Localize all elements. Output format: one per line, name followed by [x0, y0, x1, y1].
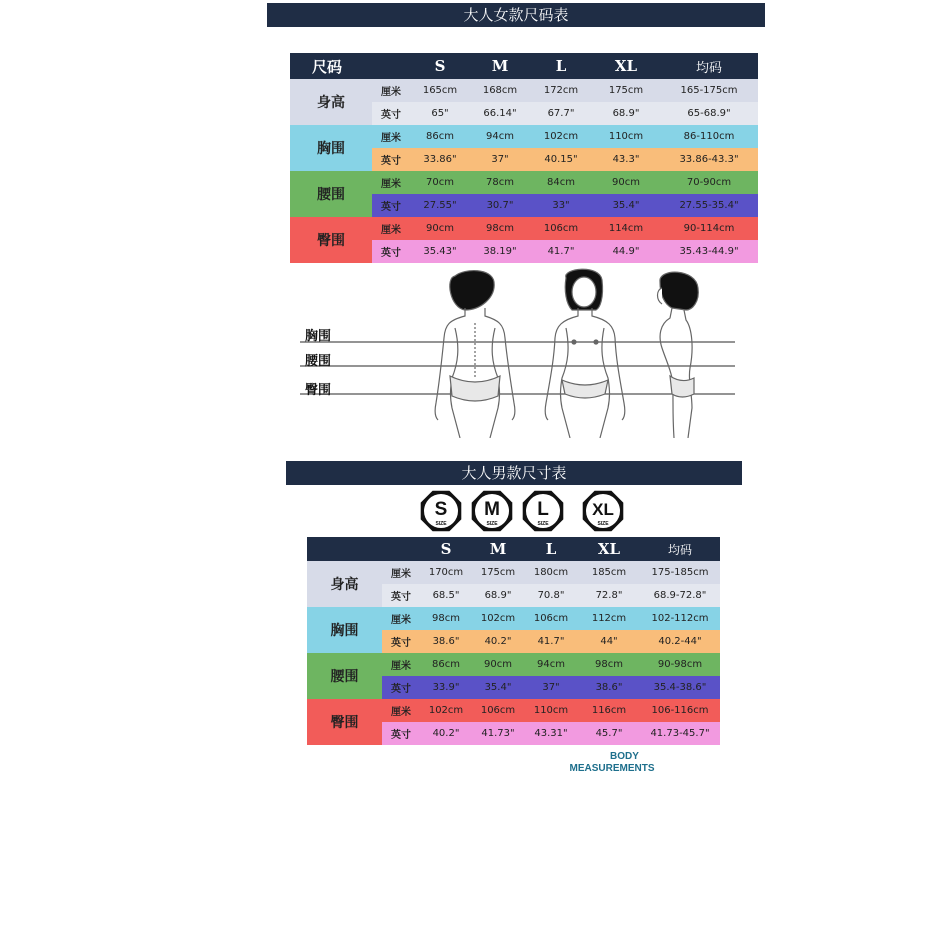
men-group-label: 身高 [307, 561, 382, 607]
badge-size-text: SIZE [435, 521, 447, 527]
women-group-label: 身高 [290, 79, 372, 125]
men-chart-title: 大人男款尺寸表 [461, 464, 567, 482]
women-unit-cell: 厘米 [381, 87, 401, 98]
men-unit-cell: 厘米 [391, 615, 411, 626]
women-value-cell: 90-114cm [683, 223, 735, 234]
women-value-cell: 165cm [422, 85, 458, 96]
figure-front-view [545, 269, 625, 438]
badge-letter: M [484, 499, 500, 520]
men-unit-cell: 英寸 [391, 730, 411, 741]
women-value-cell: 70cm [426, 177, 454, 188]
women-value-cell: 90cm [612, 177, 640, 188]
men-header-l: L [524, 537, 578, 561]
women-value-cell: 68.9" [612, 108, 640, 119]
women-value-cell: 66.14" [483, 108, 517, 119]
men-value-cell: 37" [542, 682, 560, 693]
women-value-cell: 27.55-35.4" [679, 200, 739, 211]
women-value-cell: 86cm [426, 131, 454, 142]
men-value-cell: 68.9-72.8" [653, 590, 707, 601]
women-chart-title: 大人女款尺码表 [463, 6, 569, 24]
header-s: S [410, 53, 470, 79]
header-xl: XL [592, 53, 660, 79]
men-value-cell: 68.9" [484, 590, 512, 601]
women-value-cell: 86-110cm [683, 131, 735, 142]
women-value-cell: 27.55" [423, 200, 457, 211]
women-value-cell: 67.7" [547, 108, 575, 119]
figure-side-view [658, 272, 699, 438]
women-value-cell: 40.15" [544, 154, 578, 165]
men-unit-cell: 厘米 [391, 569, 411, 580]
men-value-cell: 41.73" [481, 728, 515, 739]
women-value-cell: 90cm [426, 223, 454, 234]
women-row [290, 79, 758, 102]
figure-label-hip: 臀围 [305, 383, 332, 398]
men-value-cell: 112cm [591, 613, 627, 624]
women-value-cell: 78cm [486, 177, 514, 188]
badge-letter: XL [592, 500, 614, 519]
men-value-cell: 170cm [428, 567, 464, 578]
men-header-s: S [420, 537, 472, 561]
men-unit-cell: 英寸 [391, 638, 411, 649]
women-value-cell: 38.19" [483, 246, 517, 257]
men-unit-cell: 厘米 [391, 707, 411, 718]
figure-label-waist: 腰围 [305, 354, 332, 369]
women-group-label: 腰围 [290, 171, 372, 217]
men-group-label: 胸围 [307, 607, 382, 653]
women-value-cell: 35.43" [423, 246, 457, 257]
women-value-cell: 94cm [486, 131, 514, 142]
men-value-cell: 40.2-44" [658, 636, 702, 647]
women-value-cell: 172cm [543, 85, 579, 96]
size-badge-s [421, 491, 462, 532]
women-size-table [290, 53, 758, 263]
size-badges-svg [416, 487, 636, 535]
men-row [307, 653, 720, 676]
women-value-cell: 33.86-43.3" [679, 154, 739, 165]
men-unit-cell: 英寸 [391, 684, 411, 695]
men-value-cell: 110cm [533, 705, 569, 716]
men-value-cell: 175-185cm [651, 567, 709, 578]
women-chart-title-banner [267, 3, 765, 27]
women-value-cell: 102cm [543, 131, 579, 142]
badge-size-text: SIZE [597, 521, 609, 527]
men-header-row [307, 537, 720, 561]
badge-letter: L [537, 499, 549, 520]
men-group-label: 腰围 [307, 653, 382, 699]
men-value-cell: 94cm [537, 659, 565, 670]
women-value-cell: 106cm [543, 223, 579, 234]
men-row [307, 607, 720, 630]
women-header-row [290, 53, 758, 79]
men-value-cell: 86cm [432, 659, 460, 670]
men-chart-title-banner [286, 461, 742, 485]
men-header-onesize: 均码 [640, 537, 720, 561]
body-figures-svg [300, 268, 740, 438]
women-value-cell: 114cm [608, 223, 644, 234]
men-value-cell: 98cm [432, 613, 460, 624]
figure-label-bust: 胸围 [305, 329, 332, 344]
women-value-cell: 35.43-44.9" [679, 246, 739, 257]
women-value-cell: 70-90cm [686, 177, 732, 188]
men-value-cell: 43.31" [534, 728, 568, 739]
body-measurements-caption [560, 751, 664, 775]
women-unit-cell: 厘米 [381, 179, 401, 190]
women-value-cell: 84cm [547, 177, 575, 188]
women-unit-cell: 英寸 [381, 156, 401, 167]
men-value-cell: 180cm [533, 567, 569, 578]
header-onesize: 均码 [660, 53, 758, 79]
size-badge-l [523, 491, 564, 532]
women-value-cell: 37" [491, 154, 509, 165]
men-value-cell: 106-116cm [651, 705, 709, 716]
size-badge-xl [583, 491, 624, 532]
men-value-cell: 106cm [480, 705, 516, 716]
men-value-cell: 70.8" [537, 590, 565, 601]
header-m: M [470, 53, 530, 79]
women-value-cell: 30.7" [486, 200, 514, 211]
men-unit-cell: 厘米 [391, 661, 411, 672]
men-value-cell: 106cm [533, 613, 569, 624]
men-group-label: 臀围 [307, 699, 382, 745]
women-row [290, 217, 758, 240]
size-badge-m [472, 491, 513, 532]
men-value-cell: 41.73-45.7" [650, 728, 710, 739]
women-group-label: 胸围 [290, 125, 372, 171]
badge-letter: S [434, 499, 448, 520]
men-value-cell: 68.5" [432, 590, 460, 601]
women-value-cell: 44.9" [612, 246, 640, 257]
badge-size-text: SIZE [486, 521, 498, 527]
men-value-cell: 41.7" [537, 636, 565, 647]
men-size-table [307, 537, 720, 745]
women-unit-cell: 英寸 [381, 202, 401, 213]
men-header-xl: XL [578, 537, 640, 561]
men-value-cell: 40.2" [484, 636, 512, 647]
caption-line-1: BODY [610, 751, 639, 762]
women-value-cell: 41.7" [547, 246, 575, 257]
women-value-cell: 35.4" [612, 200, 640, 211]
men-value-cell: 102cm [428, 705, 464, 716]
body-figures-illustration [300, 268, 740, 438]
men-value-cell: 98cm [595, 659, 623, 670]
men-value-cell: 102-112cm [651, 613, 709, 624]
men-value-cell: 185cm [591, 567, 627, 578]
women-unit-cell: 厘米 [381, 133, 401, 144]
men-value-cell: 38.6" [432, 636, 460, 647]
men-value-cell: 35.4-38.6" [653, 682, 707, 693]
badge-size-text: SIZE [537, 521, 549, 527]
women-value-cell: 33" [552, 200, 570, 211]
women-value-cell: 33.86" [423, 154, 457, 165]
men-value-cell: 90cm [484, 659, 512, 670]
men-value-cell: 33.9" [432, 682, 460, 693]
men-unit-cell: 英寸 [391, 592, 411, 603]
women-value-cell: 175cm [608, 85, 644, 96]
women-value-cell: 65" [431, 108, 449, 119]
men-value-cell: 35.4" [484, 682, 512, 693]
women-value-cell: 43.3" [612, 154, 640, 165]
men-value-cell: 102cm [480, 613, 516, 624]
caption-line-2: MEASUREMENTS [569, 763, 655, 774]
women-value-cell: 110cm [608, 131, 644, 142]
header-l: L [530, 53, 592, 79]
header-size-label: 尺码 [290, 53, 372, 79]
women-row [290, 171, 758, 194]
men-value-cell: 45.7" [595, 728, 623, 739]
men-value-cell: 44" [600, 636, 618, 647]
women-unit-cell: 英寸 [381, 110, 401, 121]
women-unit-cell: 厘米 [381, 225, 401, 236]
women-row [290, 125, 758, 148]
men-header-m: M [472, 537, 524, 561]
figure-back-view [435, 271, 515, 438]
women-value-cell: 165-175cm [680, 85, 738, 96]
men-value-cell: 72.8" [595, 590, 623, 601]
women-unit-cell: 英寸 [381, 248, 401, 259]
women-value-cell: 168cm [482, 85, 518, 96]
men-row [307, 699, 720, 722]
men-value-cell: 38.6" [595, 682, 623, 693]
size-badge-row [416, 487, 636, 535]
men-value-cell: 116cm [591, 705, 627, 716]
women-group-label: 臀围 [290, 217, 372, 263]
men-value-cell: 40.2" [432, 728, 460, 739]
women-value-cell: 98cm [486, 223, 514, 234]
men-row [307, 561, 720, 584]
men-value-cell: 90-98cm [657, 659, 703, 670]
men-value-cell: 175cm [480, 567, 516, 578]
women-value-cell: 65-68.9" [687, 108, 731, 119]
